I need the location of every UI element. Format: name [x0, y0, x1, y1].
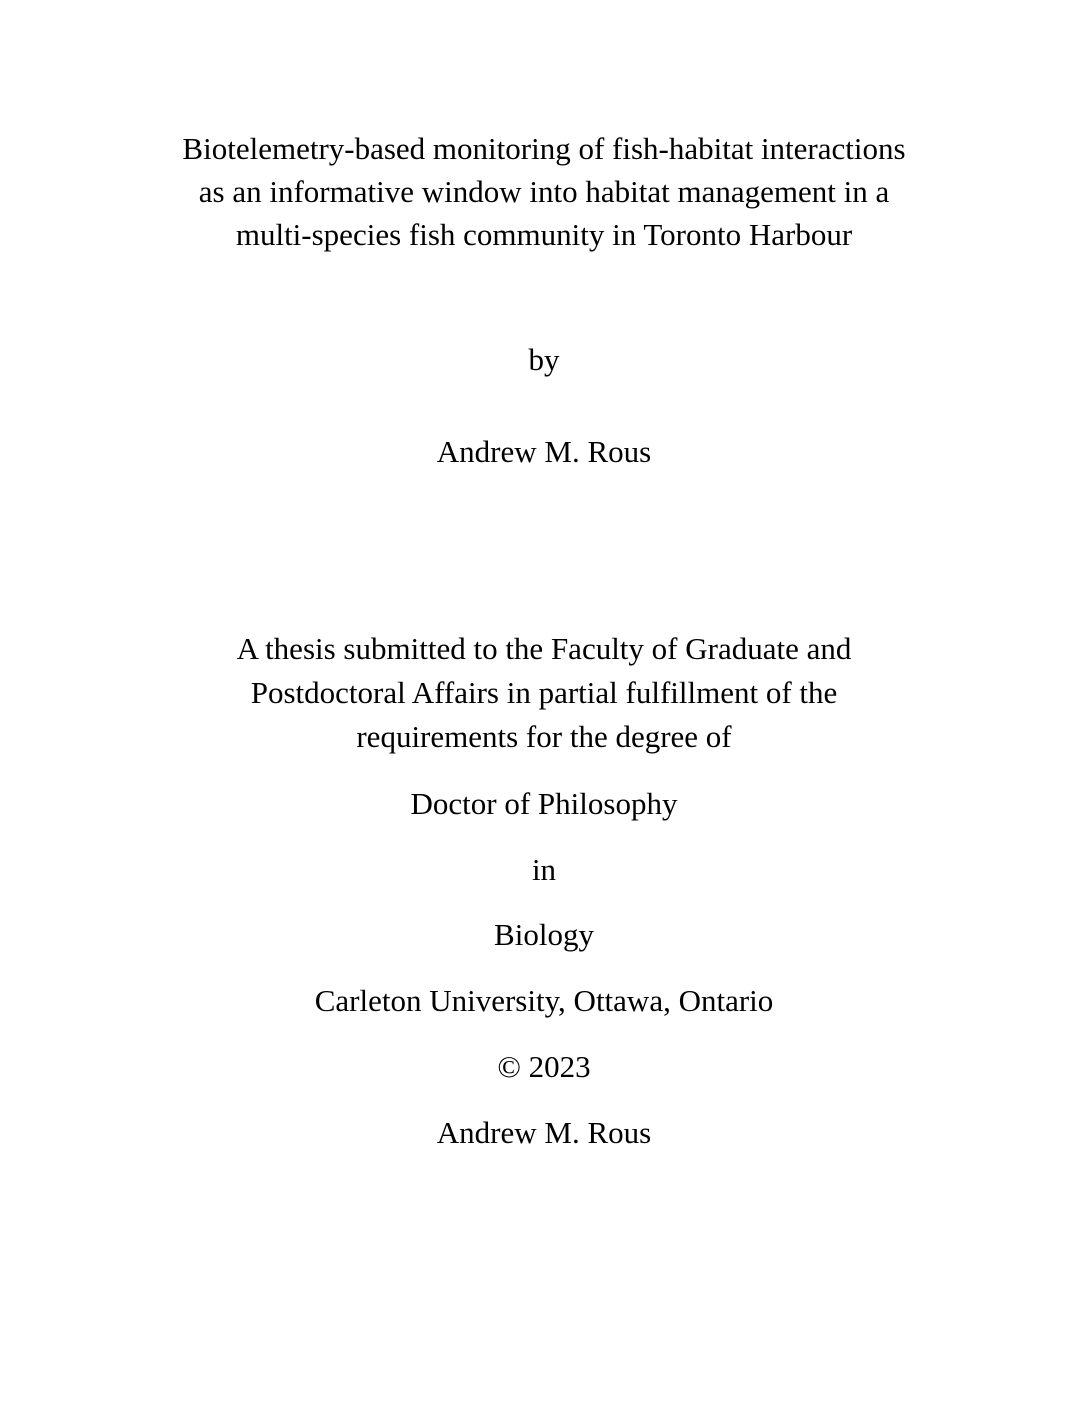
copyright-holder: Andrew M. Rous: [436, 1115, 652, 1150]
by-label: by: [528, 342, 560, 377]
submission-line-1: A thesis submitted to the Faculty of Graduate and: [236, 631, 852, 666]
thesis-title-line-3: multi-species fish community in Toronto Harbour: [235, 217, 853, 252]
thesis-title-line-1: Biotelemetry-based monitoring of fish-habitat interactions: [182, 131, 906, 166]
submission-line-3: requirements for the degree of: [356, 719, 732, 754]
copyright-year: © 2023: [497, 1049, 591, 1084]
field-name: Biology: [494, 917, 594, 952]
submission-line-2: Postdoctoral Affairs in partial fulfillment of the: [250, 675, 838, 710]
institution-name: Carleton University, Ottawa, Ontario: [314, 983, 774, 1018]
author-name: Andrew M. Rous: [436, 434, 652, 469]
thesis-title-line-2: as an informative window into habitat management in a: [198, 174, 890, 209]
in-label: in: [531, 852, 557, 887]
degree-name: Doctor of Philosophy: [410, 786, 678, 821]
